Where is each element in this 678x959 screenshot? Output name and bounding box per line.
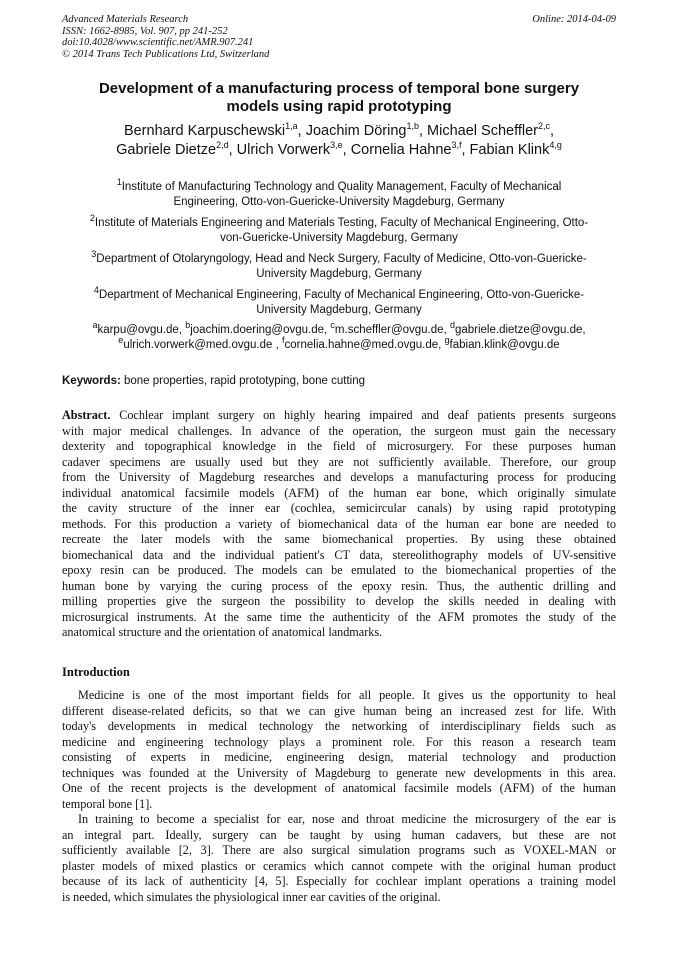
author-sep: , (228, 142, 237, 158)
body-line: because of its lack of authenticity [4, 5]. Especially for cochlear implant operations a training model (62, 874, 616, 888)
email-sup: e (118, 335, 124, 346)
abstract-line: biomechanical data and the individual patient's CT data, stereolithography models of UV-sensitive (62, 547, 616, 562)
affiliation-text: von-Guericke-University Magdeburg, Germany (220, 232, 458, 244)
affiliation-3 (62, 249, 616, 282)
online-date: Online: 2014-04-09 (532, 14, 616, 25)
author-name: Michael Scheffler (427, 123, 538, 139)
abstract-line: epoxy resin can be produced. The models can be emulated to the biomechanical properties of the (62, 563, 616, 577)
keywords (62, 374, 616, 389)
keywords-label: Keywords: (62, 375, 121, 387)
journal-name: Advanced Materials Research (62, 14, 189, 25)
doi-line: doi:10.4028/www.scientific.net/AMR.907.241 (62, 37, 254, 48)
author-sup: 2,d (216, 140, 229, 151)
affiliation-text: Department of Otolaryngology, Head and Neck Surgery, Faculty of Medicine, Otto-von-Guericke- (96, 253, 587, 265)
abstract-line: from the University of Magdeburg researches and develops a manufacturing process for producing (62, 470, 616, 484)
author-list (62, 122, 616, 160)
author-sup: 4,g (549, 140, 562, 151)
author-sup: 3,f (451, 140, 462, 151)
abstract-line: individual anatomical facsimile models (AFM) of the human ear bone, which originally simulate (62, 485, 616, 500)
section-heading-introduction: Introduction (62, 665, 130, 679)
intro-paragraph-2 (62, 812, 616, 905)
author-name: Cornelia Hahne (350, 142, 452, 158)
email-link[interactable]: gabriele.dietze@ovgu.de, (454, 324, 586, 336)
author-sep: , (342, 142, 351, 158)
affiliation-number: 2 (89, 213, 95, 224)
email-sup: c (330, 320, 335, 331)
affiliation-text: University Magdeburg, Germany (256, 304, 422, 316)
body-line: plaster models of mixed plastics or ceramics which cannot compete with the original human product (62, 858, 616, 873)
body-line: temporal bone [1]. (62, 796, 153, 811)
title-line: Development of a manufacturing process of temporal bone surgery (98, 80, 580, 97)
author-row (62, 122, 616, 141)
email-sup: g (444, 335, 450, 346)
abstract-line: human bone by varying the curing process of the epoxy resin. Thus, the authentic drilling and (62, 578, 616, 593)
affiliation-number: 4 (93, 285, 99, 296)
journal-header (62, 14, 616, 60)
author-sep: , (418, 123, 428, 139)
affiliation-text: Institute of Materials Engineering and Materials Testing, Faculty of Mechanical Engineering, Otto- (94, 217, 589, 229)
author-name: Gabriele Dietze (116, 142, 217, 158)
abstract-line: the cavity structure of the inner ear (cochlea, semicircular canals) by using rapid prototyping (62, 501, 616, 515)
affiliation-text: University Magdeburg, Germany (256, 268, 422, 280)
abstract-line: with major medical challenges. In advance of the operation, the surgeon must gain the necessary (62, 423, 616, 438)
email-sup: a (92, 320, 98, 331)
abstract-line: cadaver specimens are usually used but they are not sufficiently available. Therefore, our group (62, 454, 616, 469)
affiliation-text: Engineering, Otto-von-Guericke-University Magdeburg, Germany (173, 196, 505, 208)
abstract-line: dexterity and topographical knowledge in the field of microsurgery. For these purposes human (62, 439, 616, 453)
email-sup: f (282, 335, 285, 346)
author-sup: 1,a (285, 121, 298, 132)
abstract-line: microsurgical instruments. At the same time the authenticity of the AFM promotes the study of the (62, 609, 616, 624)
body-line: techniques was founded at the University of Magdeburg to generate new developments in this area. (62, 765, 616, 780)
abstract-line: recreate the later models with the same biomechanical properties. By using these obtained (62, 532, 616, 546)
affiliation-1 (62, 177, 616, 210)
body-line: an integral part. Ideally, surgery can be taught by using human cadavers, but these are not (62, 827, 616, 842)
body-line: In training to become a specialist for ear, nose and throat medicine the microsurgery of the ear is (78, 812, 616, 826)
abstract-line: Cochlear implant surgery on highly hearing impaired and deaf patients presents surgeons (119, 408, 616, 422)
affiliation-2 (62, 213, 616, 246)
affiliation-number: 3 (91, 249, 97, 260)
email-link[interactable]: ulrich.vorwerk@med.ovgu.de , (123, 339, 282, 351)
copyright-line: © 2014 Trans Tech Publications Ltd, Switzerland (62, 48, 270, 60)
title-line: models using rapid prototyping (226, 98, 452, 115)
affiliation-4 (62, 285, 616, 318)
body-line: is needed, which simulates the physiological inner ear cavities of the original. (62, 889, 441, 904)
keywords-text: bone properties, rapid prototyping, bone cutting (124, 375, 366, 387)
author-sep: , (550, 123, 555, 139)
author-name: Bernhard Karpuschewski (123, 123, 286, 139)
author-sup: 1,b (406, 121, 419, 132)
affiliation-number: 1 (116, 177, 122, 188)
body-line: different disease-related deficits, so that we can give human being an increased zest for life. With (62, 703, 616, 718)
affiliation-text: Department of Mechanical Engineering, Faculty of Mechanical Engineering, Otto-von-Guericke- (98, 289, 585, 301)
affiliation-text: Institute of Manufacturing Technology and Quality Management, Faculty of Mechanical (121, 181, 562, 193)
author-sup: 3,e (330, 140, 343, 151)
author-sup: 2,c (538, 121, 551, 132)
body-line: medicine and engineering technology plays a prominent role. For this reason a research team (62, 734, 616, 749)
abstract (62, 408, 616, 641)
author-name: Joachim Döring (305, 123, 407, 139)
body-line: Medicine is one of the most important fields for all people. It gives us the opportunity to heal (78, 688, 616, 702)
abstract-line: milling properties give the surgeon the possibility to develop the skills needed in dealing with (62, 594, 616, 608)
body-line: today's developments in medical technology the networking of interdisciplinary fields such as (62, 719, 616, 733)
intro-paragraph-1 (62, 688, 616, 812)
issn-line: ISSN: 1662-8985, Vol. 907, pp 241-252 (62, 25, 228, 37)
email-link[interactable]: cornelia.hahne@med.ovgu.de, (284, 339, 445, 351)
email-sup: b (185, 320, 191, 331)
author-sep: , (297, 123, 306, 139)
body-line: One of the recent projects is the development of anatomical facsimile models (AFM) of the human (62, 781, 616, 795)
email-sup: d (449, 320, 455, 331)
abstract-line: anatomical structure and the orientation of anatomical landmarks. (62, 625, 383, 639)
email-link[interactable]: karpu@ovgu.de, (97, 324, 186, 336)
email-link[interactable]: m.scheffler@ovgu.de, (334, 324, 450, 336)
body-line: consisting of experts in medicine, engineering design, material technology and production (62, 750, 616, 764)
abstract-line: methods. For this production a variety of biomechanical data of the human ear bone are needed to (62, 516, 616, 531)
abstract-label: Abstract. (62, 408, 111, 422)
author-emails (62, 320, 616, 353)
body-line: sufficiently available [2, 3]. There are also surgical simulation programs such as VOXEL-MAN or (62, 843, 616, 857)
paper-title (62, 80, 616, 116)
author-sep: , (461, 142, 470, 158)
email-link[interactable]: fabian.klink@ovgu.de (449, 339, 560, 351)
author-row (62, 141, 616, 160)
email-link[interactable]: joachim.doering@ovgu.de, (190, 324, 331, 336)
author-name: Ulrich Vorwerk (236, 142, 331, 158)
author-name: Fabian Klink (469, 142, 550, 158)
